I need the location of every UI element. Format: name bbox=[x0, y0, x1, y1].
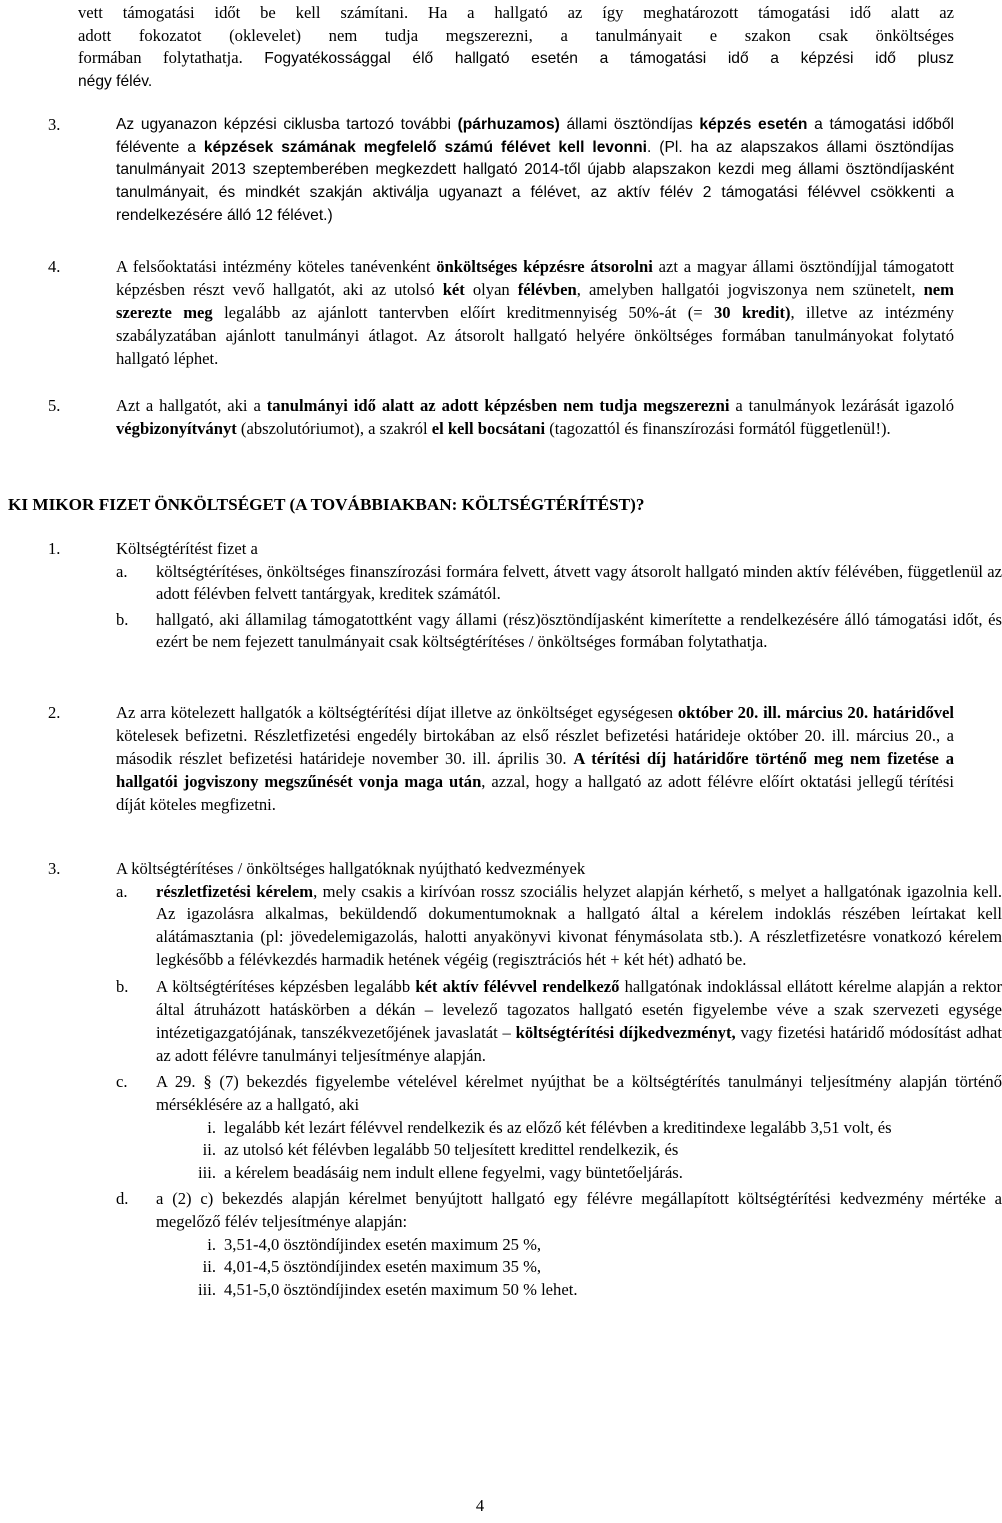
text-span: . (Pl. ha az alapszakos állami ösztöndíjas tanulmányait 2013 szeptemberében megkezdett hallgató 2014-től újabb alapszakon kezdi meg állami ösztöndíjasként tanulmányait, és mindkét szakján aktiválja ugyanazt a félévet, az aktív félév 2 támogatási félévvel csökkenti a rendelkezésére álló 12 félévet.) bbox=[116, 138, 954, 224]
text-span: A felsőoktatási intézmény köteles tanévenként bbox=[116, 257, 437, 276]
text-span: Az ugyanazon képzési ciklusba tartozó további bbox=[116, 116, 458, 133]
text-span: formában folytathatja. bbox=[78, 48, 265, 68]
bold-span: képzés esetén bbox=[699, 116, 808, 133]
text-span: A költségtérítéses képzésben legalább bbox=[156, 976, 416, 996]
bold-span: (párhuzamos) bbox=[457, 116, 560, 133]
text-span: , azzal, hogy a hallgató az adott félévre előírt oktatási jellegű térítési díját köteles megfizetni. bbox=[116, 771, 954, 814]
roman-item bbox=[86, 1117, 924, 1140]
text-span: hallgató, aki államilag támogatottként vagy állami (rész)ösztöndíjasként kimerítette a rendelkezésére álló támogatási időt, és ezért be nem fejezett tanulmányait csak költségtérítéses / önköltséges formában folytathatja. bbox=[156, 609, 1002, 652]
list-number: 3. bbox=[48, 859, 61, 878]
text-span: 4,01-4,5 ösztöndíjindex esetén maximum 35 %, bbox=[224, 1257, 542, 1277]
list-item-3 bbox=[48, 858, 954, 881]
text-span: költségtérítéses, önköltséges finanszírozási formára felvett, átvett vagy átsorolt hallgató minden aktív félévében, függetlenül az adott félévben felvett tantárgyak, kreditek számától. bbox=[156, 561, 1002, 604]
roman-label: i. bbox=[207, 1117, 216, 1137]
text-span: állami ösztöndíjas bbox=[559, 116, 700, 133]
text-span: legalább két lezárt félévvel rendelkezik és az előző két félévben a kreditindexe legalább 3,51 volt, és bbox=[224, 1117, 892, 1137]
text-span: hallgatónak indoklással ellátott kérelme alapján a rektor által átruházott hatáskörben a dékán – levelező tagozatos hallgató esetén figyelembe véve a szak szervezeti egysége intézetigazgatójának, tanszékvezetőjének javaslatát – bbox=[156, 976, 1002, 1042]
sublist-label: a. bbox=[116, 561, 128, 581]
continuation-paragraph bbox=[78, 2, 954, 93]
sublist-item-b bbox=[86, 976, 1002, 1068]
sublist-label: b. bbox=[116, 609, 129, 629]
bold-span: el kell bocsátani bbox=[431, 418, 546, 438]
text-span: 3,51-4,0 ösztöndíjindex esetén maximum 25 %, bbox=[224, 1234, 542, 1254]
text-span: Azt a hallgatót, aki a bbox=[116, 396, 267, 415]
list-number: 5. bbox=[48, 396, 61, 415]
text-span: Fogyatékossággal élő hallgató esetén a támogatási idő a képzési idő plusz bbox=[264, 50, 954, 68]
text-line: négy félév. bbox=[78, 72, 153, 90]
bold-span: költségtérítési díjkedvezményt, bbox=[515, 1022, 736, 1042]
text-line: adott fokozatot (oklevelet) nem tudja megszerezni, a tanulmányait e szakon csak önköltséges bbox=[78, 25, 954, 45]
sublist-item-b bbox=[86, 609, 1002, 654]
bold-span: tanulmányi idő alatt az adott képzésben nem tudja megszerezni bbox=[266, 396, 730, 415]
text-span: a (2) c) bekezdés alapján kérelmet benyújtott hallgató egy félévre megállapított költségtérítési kedvezmény mértéke a megelőző félév teljesítménye alapján: bbox=[156, 1189, 1002, 1231]
sublist-item-d bbox=[86, 1188, 1002, 1233]
sublist-label: b. bbox=[116, 976, 129, 996]
sublist-label: d. bbox=[116, 1189, 129, 1209]
text-span: a támogatási időből félévente a bbox=[116, 116, 954, 156]
roman-item bbox=[86, 1139, 924, 1162]
text-span: A költségtérítéses / önköltséges hallgatóknak nyújtható kedvezmények bbox=[116, 859, 586, 878]
text-span: , amelyben hallgatói jogviszonya nem szünetelt, bbox=[576, 279, 924, 299]
roman-item bbox=[86, 1256, 924, 1279]
roman-label: iii. bbox=[198, 1162, 216, 1182]
text-line: vett támogatási időt be kell számítani. Ha a hallgató az így meghatározott támogatási idő alatt az bbox=[78, 3, 954, 22]
text-span: 4,51-5,0 ösztöndíjindex esetén maximum 50 % lehet. bbox=[224, 1279, 578, 1299]
list-number: 2. bbox=[48, 703, 61, 722]
bold-span: félévben bbox=[517, 279, 577, 299]
page-number: 4 bbox=[475, 1496, 485, 1515]
text-span: A 29. § (7) bekezdés figyelembe vételével kérelmet nyújthat be a költségtérítés tanulmányi teljesítmény alapján történő mérséklésére az a hallgató, aki bbox=[156, 1072, 1002, 1114]
sublist-label: c. bbox=[116, 1072, 128, 1092]
sublist-item-a bbox=[86, 561, 1002, 606]
bold-span: önköltséges képzésre átsorolni bbox=[436, 257, 653, 276]
text-span: Költségtérítést fizet a bbox=[116, 539, 258, 558]
roman-label: ii. bbox=[202, 1257, 216, 1277]
paragraph-4 bbox=[48, 256, 955, 371]
text-span: , mely csakis a kirívóan rossz szociális helyzet alapján kérhető, s melyet a hallgatónak igazolnia kell. Az igazolásra alkalmas, beküldendő dokumentumoknak a hallgató által a kérelem indoklás részében leírtakat kell alátámasztania (pl: jövedelemigazolás, halotti anyakönyvi kivonat fénymásolata stb.). A részletfizetésre vonatkozó kérelem legkésőbb a félévkezdés harmadik hetének végéig (regisztrációs hét + két hét) adható be. bbox=[156, 881, 1002, 969]
section-2 bbox=[48, 702, 955, 817]
text-span: legalább az ajánlott tantervben előírt kreditmennyiség 50%-át (= bbox=[212, 302, 714, 322]
text-span: vagy fizetési határidő módosítást adhat az adott félévre tanulmányi teljesítménye alapján. bbox=[156, 1022, 1002, 1065]
list-item-1 bbox=[48, 538, 954, 561]
bold-span: nem szerezte meg bbox=[116, 279, 954, 322]
text-span: Az arra kötelezett hallgatók a költségtérítési díjat illetve az önköltséget egységesen bbox=[116, 703, 678, 722]
roman-label: i. bbox=[207, 1234, 216, 1254]
text-span: a tanulmányok lezárását igazoló bbox=[729, 396, 954, 415]
list-number: 4. bbox=[48, 257, 61, 276]
roman-item bbox=[86, 1234, 924, 1257]
sublist-item-c bbox=[86, 1071, 1002, 1116]
bold-span: két bbox=[442, 279, 465, 299]
bold-span: A térítési díj határidőre történő meg nem fizetése a hallgatói jogviszony megszűnését vonja maga után bbox=[116, 748, 955, 791]
bold-span: október 20. ill. március 20. határidővel bbox=[677, 703, 955, 722]
text-line bbox=[78, 47, 954, 71]
text-span: az utolsó két félévben legalább 50 teljesített kredittel rendelkezik, és bbox=[224, 1140, 679, 1160]
list-number: 3. bbox=[48, 115, 61, 134]
text-span: a kérelem beadásáig nem indult ellene fegyelmi, vagy büntetőeljárás. bbox=[224, 1162, 683, 1182]
bold-span: részletfizetési kérelem bbox=[156, 881, 314, 901]
text-span: , illetve az intézmény szabályzatában ajánlott tanulmányi átlagot. Az átsorolt hallgató helyére önköltséges formában tanulmányokat folytató hallgató léphet. bbox=[116, 302, 955, 368]
roman-label: iii. bbox=[198, 1279, 216, 1299]
roman-item bbox=[86, 1162, 924, 1185]
text-span: (abszolutóriumot), a szakról bbox=[236, 418, 432, 438]
section-1 bbox=[48, 538, 1002, 654]
text-span: azt a magyar állami ösztöndíjjal támogatott képzésben részt vevő hallgatót, aki az utolsó bbox=[116, 257, 954, 299]
bold-span: képzések számának megfelelő számú félévet kell levonni bbox=[203, 138, 647, 156]
bold-span: 30 kredit) bbox=[714, 302, 791, 322]
section-heading: KI MIKOR FIZET ÖNKÖLTSÉGET (A TOVÁBBIAKBAN: KÖLTSÉGTÉRÍTÉST)? bbox=[8, 495, 645, 514]
sublist-label: a. bbox=[116, 881, 128, 901]
paragraph-3 bbox=[48, 114, 954, 228]
text-span: (tagozattól és finanszírozási formától függetlenül!). bbox=[545, 418, 891, 438]
section-3 bbox=[48, 858, 1002, 1301]
paragraph-5 bbox=[48, 395, 954, 441]
text-span: olyan bbox=[464, 279, 518, 299]
list-number: 1. bbox=[48, 539, 61, 558]
bold-span: végbizonyítványt bbox=[116, 418, 237, 438]
sublist-item-a bbox=[86, 881, 1002, 972]
roman-item bbox=[86, 1279, 924, 1302]
roman-label: ii. bbox=[202, 1140, 216, 1160]
text-span: kötelesek befizetni. Részletfizetési engedély birtokában az első részlet befizetési határideje október 20. ill. március 20., a második részlet befizetési határideje november 30. ill. április 30. bbox=[116, 725, 954, 768]
bold-span: két aktív félévvel rendelkező bbox=[415, 976, 620, 996]
